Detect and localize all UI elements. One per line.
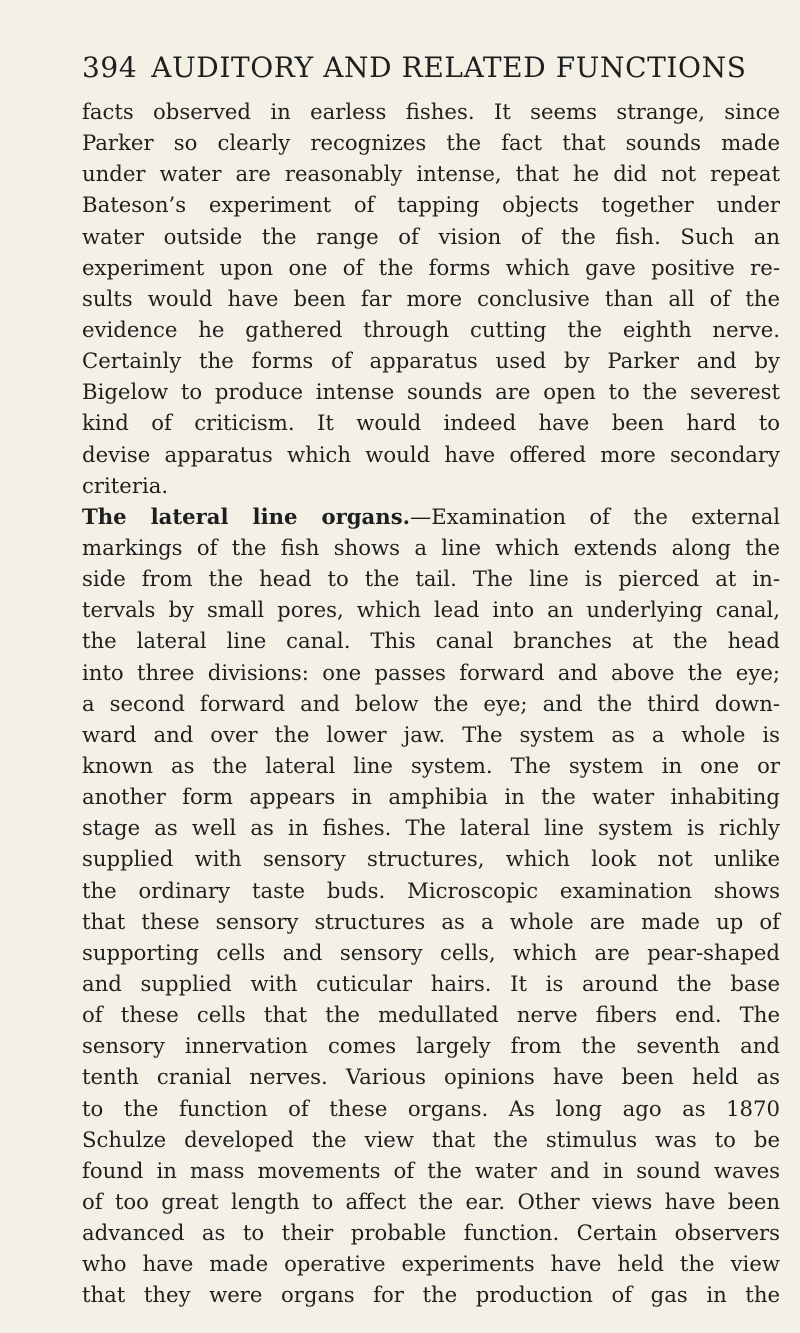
paragraph-earless-fishes — [82, 96, 780, 501]
text-line: tervals by small pores, which lead into an underlying canal, — [82, 597, 780, 623]
text-line: sults would have been far more conclusive than all of the — [82, 285, 780, 311]
text-line: the lateral line canal. This canal branches at the head — [82, 628, 780, 654]
text-line: water outside the range of vision of the fish. Such an — [82, 223, 780, 249]
text-line: known as the lateral line system. The system in one or — [82, 752, 780, 778]
text-line: found in mass movements of the water and in sound waves — [82, 1157, 780, 1183]
text-line: evidence he gathered through cutting the eighth nerve. — [82, 316, 780, 342]
page-header — [82, 50, 782, 86]
section-first-line — [82, 501, 780, 532]
text-line: that these sensory structures as a whole are made up of — [82, 908, 780, 934]
text-line: side from the head to the tail. The line is pierced at in- — [82, 566, 780, 592]
text-line: to the function of these organs. As long ago as 1870 — [82, 1095, 780, 1121]
text-line: ward and over the lower jaw. The system as a whole is — [82, 721, 780, 747]
text-line: the ordinary taste buds. Microscopic examination shows — [82, 877, 780, 903]
text-line: sensory innervation comes largely from the seventh and — [82, 1033, 780, 1059]
text-line: facts observed in earless fishes. It seems strange, since — [82, 99, 780, 124]
text-line: Bateson’s experiment of tapping objects together under — [82, 192, 780, 218]
text-line: criteria. — [82, 472, 169, 498]
text-line: supplied with sensory structures, which look not unlike — [82, 846, 780, 872]
text-line: under water are reasonably intense, that he did not repeat — [82, 161, 780, 187]
body-text — [82, 96, 780, 1310]
text-line: Schulze developed the view that the stimulus was to be — [82, 1126, 780, 1152]
text-line: stage as well as in fishes. The lateral line system is richly — [82, 815, 780, 841]
text-line: Parker so clearly recognizes the fact that sounds made — [82, 130, 780, 156]
paragraph-lateral-line-organs — [82, 501, 780, 1311]
text-line: of these cells that the medullated nerve fibers end. The — [82, 1002, 780, 1028]
text-line: experiment upon one of the forms which gave positive re- — [82, 254, 780, 280]
text-line: and supplied with cuticular hairs. It is around the base — [82, 970, 780, 996]
text-line: supporting cells and sensory cells, which are pear-shaped — [82, 939, 780, 965]
text-line: devise apparatus which would have offered more secondary — [82, 441, 780, 467]
text-line: kind of criticism. It would indeed have been hard to — [82, 410, 780, 436]
text-line: markings of the fish shows a line which extends along the — [82, 534, 780, 560]
text-line: Bigelow to produce intense sounds are open to the severest — [82, 379, 780, 405]
text-line: of too great length to affect the ear. Other views have been — [82, 1188, 780, 1214]
text-line: into three divisions: one passes forward and above the eye; — [82, 659, 780, 685]
text-line: a second forward and below the eye; and the third down- — [82, 690, 780, 716]
page-number: 394 — [82, 51, 138, 84]
section-heading: The lateral line organs. — [82, 503, 410, 529]
text-line: that they were organs for the production of gas in the — [82, 1282, 780, 1308]
text-line: advanced as to their probable function. Certain observers — [82, 1220, 780, 1246]
text-line: who have made operative experiments have held the view — [82, 1251, 780, 1277]
text-line: another form appears in amphibia in the water inhabiting — [82, 784, 780, 810]
text-line: Certainly the forms of apparatus used by Parker and by — [82, 348, 780, 374]
section-first-line-text: —Examination of the external — [410, 503, 780, 529]
text-line: tenth cranial nerves. Various opinions have been held as — [82, 1064, 780, 1090]
running-head: AUDITORY AND RELATED FUNCTIONS — [151, 51, 747, 84]
